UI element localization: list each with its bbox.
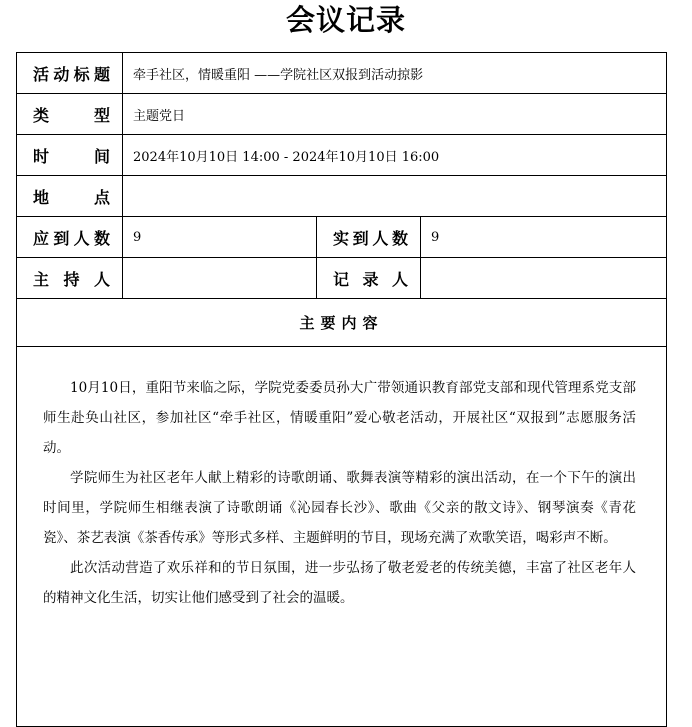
time-row <box>17 135 667 176</box>
time-label: 时 间 <box>17 135 123 176</box>
content-paragraph-3: 此次活动营造了欢乐祥和的节日氛围，进一步弘扬了敬老爱老的传统美德，丰富了社区老年人的精神文化生活，切实让他们感受到了社会的温暖。 <box>43 560 637 606</box>
content-paragraph-1: 10月10日，重阳节来临之际，学院党委委员孙大广带领通识教育部党支部和现代管理系党支部师生赴奂山社区，参加社区“牵手社区，情暖重阳”爱心敬老活动，开展社区“双报到”志愿服务活动。 <box>43 380 637 456</box>
expected-attendance-label: 应到人数 <box>17 217 123 258</box>
location-row <box>17 176 667 217</box>
content-paragraph-2: 学院师生为社区老年人献上精彩的诗歌朗诵、歌舞表演等精彩的演出活动，在一个下午的演出时间里，学院师生相继表演了诗歌朗诵《沁园春长沙》、歌曲《父亲的散文诗》、钢琴演奏《青花瓷》、茶艺表演《茶香传承》等形式多样、主题鲜明的节目，现场充满了欢歌笑语，喝彩声不断。 <box>43 470 637 546</box>
location-value <box>123 176 667 217</box>
content-heading: 主要内容 <box>17 299 667 347</box>
activity-title-row <box>17 53 667 94</box>
content-body-row <box>17 347 667 727</box>
activity-title-value: 牵手社区，情暖重阳 ——学院社区双报到活动掠影 <box>123 53 667 94</box>
actual-attendance-label: 实到人数 <box>317 217 421 258</box>
attendance-row <box>17 217 667 258</box>
time-value: 2024年10月10日 14:00 - 2024年10月10日 16:00 <box>123 135 667 176</box>
type-row <box>17 94 667 135</box>
activity-title-label: 活动标题 <box>17 53 123 94</box>
host-value <box>123 258 317 299</box>
type-label: 类 型 <box>17 94 123 135</box>
document-title: 会议记录 <box>285 3 406 37</box>
actual-attendance-value: 9 <box>421 217 667 258</box>
content-heading-row <box>17 299 667 347</box>
content-body <box>17 347 667 727</box>
recorder-label: 记 录 人 <box>317 258 421 299</box>
expected-attendance-value: 9 <box>123 217 317 258</box>
location-label: 地 点 <box>17 176 123 217</box>
host-recorder-row <box>17 258 667 299</box>
type-value: 主题党日 <box>123 94 667 135</box>
meeting-record-table <box>16 52 667 727</box>
recorder-value <box>421 258 667 299</box>
host-label: 主 持 人 <box>17 258 123 299</box>
